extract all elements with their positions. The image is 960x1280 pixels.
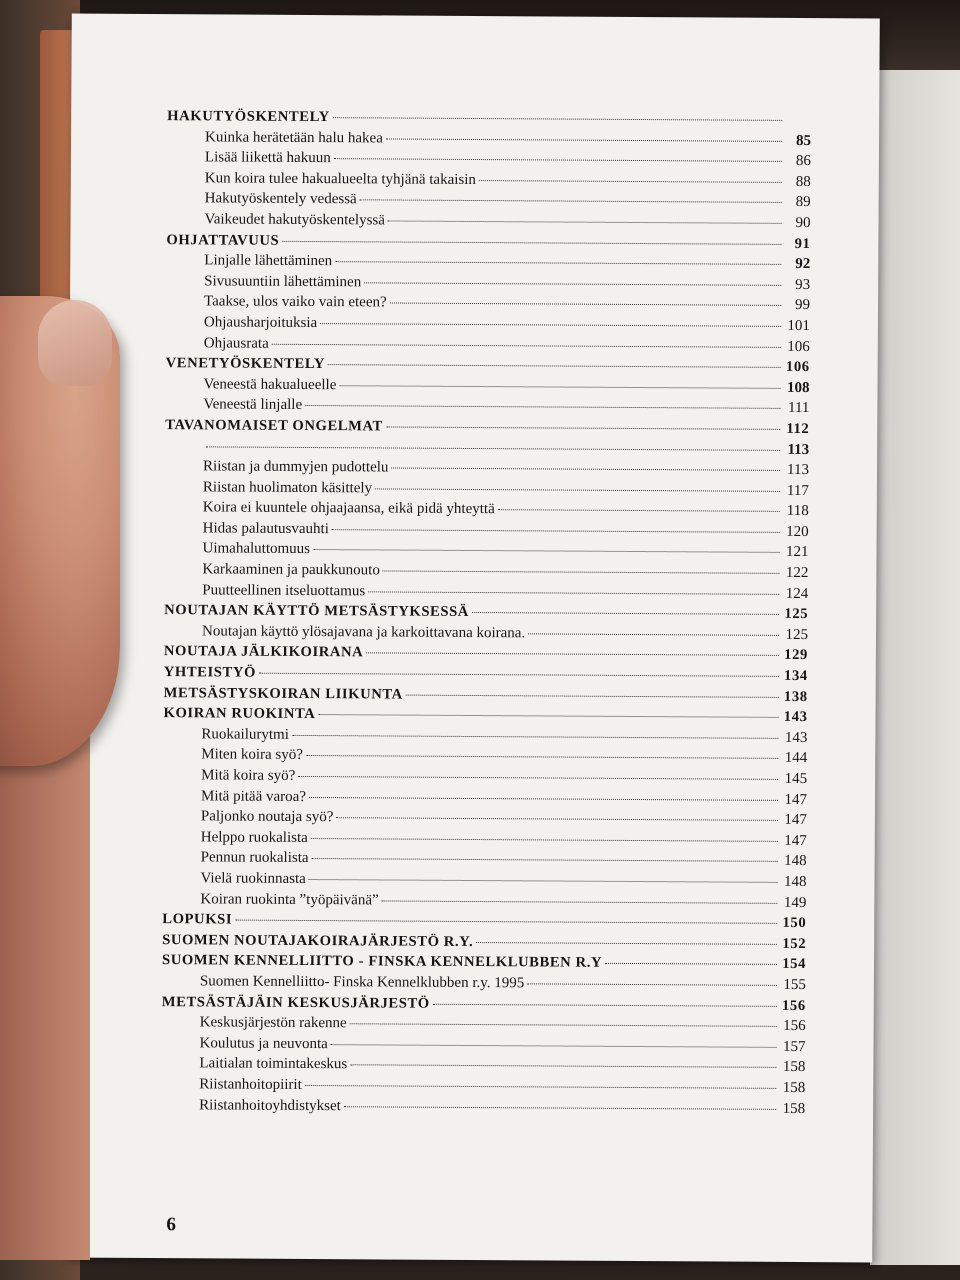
toc-dot-leader [334,157,782,162]
toc-dot-leader [272,342,781,347]
toc-entry-title: Mitä pitää varoa? [200,787,307,805]
toc-entry-title: Paljonko noutaja syö? [200,808,334,826]
toc-dot-leader [298,775,778,780]
toc-page-number: 86 [795,153,811,170]
toc-entry-title: YHTEISTYÖ [163,664,257,681]
toc-page-number: 85 [795,132,812,149]
toc-dot-leader [206,445,780,451]
toc-entry-title: OHJATTAVUUS [166,231,280,249]
toc-dot-leader [309,796,778,801]
toc-dot-leader [390,302,781,306]
toc-page-number: 90 [795,214,811,232]
toc-dot-leader [350,1064,776,1069]
toc-dot-leader [312,857,778,862]
toc-page-number: 129 [784,647,808,664]
toc-page-number: 113 [787,441,810,458]
toc-entry-title: VENETYÖSKENTELY [165,355,326,373]
toc-dot-leader [331,1043,777,1048]
toc-entry-title: NOUTAJAN KÄYTTÖ METSÄSTYKSESSÄ [164,602,470,621]
toc-entry-title: Koulutus ja neuvonta [199,1035,328,1052]
toc-entry-title: Helppo ruokalista [200,829,308,846]
toc-dot-leader [344,1105,776,1110]
toc-dot-leader [350,1022,777,1027]
toc-page-number: 158 [782,1100,806,1117]
toc-entry-title: Noutajan käyttö ylösajavana ja karkoittavana koirana. [201,623,526,642]
toc-dot-leader [332,528,780,533]
toc-dot-leader [498,508,780,512]
toc-dot-leader [318,713,778,718]
toc-page-number: 91 [794,235,811,252]
toc-page-number: 156 [783,1018,806,1035]
toc-entry-title: KOIRAN RUOKINTA [163,705,316,723]
toc-page-number: 125 [784,606,809,623]
toc-dot-leader [528,632,779,636]
toc-section-row [162,889,806,914]
toc-entry-title: Koira ei kuuntele ohjaajaansa, eikä pidä yhteyttä [202,499,495,518]
toc-entry-title: Veneestä linjalle [203,396,303,414]
toc-dot-leader [364,281,781,286]
toc-dot-leader [388,219,782,223]
toc-dot-leader [328,363,781,368]
toc-entry-title: METSÄSTYSKOIRAN LIIKUNTA [163,684,403,703]
toc-page-number: 111 [787,400,810,417]
toc-page-number: 121 [785,544,809,561]
toc-page-number: 149 [783,894,807,911]
toc-entry-title: Riistan huolimaton käsittely [202,479,373,497]
toc-entry-title: Riistan ja dummyjen pudottelu [202,458,389,476]
toc-page-number: 156 [782,997,806,1014]
toc-dot-leader [313,548,780,553]
toc-page-number: 106 [785,359,810,376]
toc-entry-title: Kuinka herätetään halu hakea [205,128,383,147]
toc-entry-title: Ohjausrata [203,334,269,352]
toc-dot-leader [479,179,782,183]
toc-entry-title: Veneestä hakualueelle [203,376,337,393]
toc-entry-title: Lisää liikettä hakuun [204,149,331,167]
toc-page-number: 138 [783,688,808,705]
toc-dot-leader [333,116,782,121]
toc-page-number: 134 [784,667,808,685]
toc-dot-leader [339,384,780,389]
toc-page-number: 122 [785,564,809,582]
toc-dot-leader [386,425,780,429]
toc-entry-title: SUOMEN NOUTAJAKOIRAJÄRJESTÖ R.Y. [162,931,474,950]
toc-dot-leader [368,590,779,595]
toc-entry-title: TAVANOMAISET ONGELMAT [165,417,383,435]
toc-page-number: 108 [786,379,810,396]
facing-page-edge [870,70,960,1265]
toc-entry-title: HAKUTYÖSKENTELY [167,108,330,126]
toc-page-number: 147 [784,832,807,849]
toc-entry-title: LOPUKSI [162,911,233,928]
toc-entry-title: Suomen Kennelliitto- Finska Kennelklubben r.y. 1995 [199,973,525,992]
toc-dot-leader [311,837,778,842]
toc-entry-title: Laitialan toimintakeskus [199,1055,348,1073]
toc-dot-leader [305,404,780,409]
toc-dot-leader [259,672,779,677]
toc-entry-title: Mitä koira syö? [201,767,296,784]
toc-section-row [161,1095,805,1120]
toc-page-number: 101 [787,317,810,334]
toc-page-number: 118 [786,503,809,520]
toc-entry-title: Uimahaluttomuus [202,540,311,558]
toc-page-number: 147 [784,812,807,829]
toc-entry-title: Karkaaminen ja paukkunouto [202,561,380,579]
toc-dot-leader [335,260,781,265]
toc-page-number: 150 [782,915,807,932]
book-page [64,14,880,1263]
toc-page-number: 152 [782,935,807,952]
toc-dot-leader [406,693,779,697]
toc-page-number: 124 [785,585,809,602]
toc-chapter-row [164,642,808,667]
toc-entry-title: Vaikeudet hakutyöskentelyssä [204,211,385,229]
toc-entry-title: Vielä ruokinnasta [200,870,306,887]
toc-page-number: 112 [786,420,810,437]
toc-page-number: 147 [784,791,808,808]
toc-entry-title: METSÄSTÄJÄIN KESKUSJÄRJESTÖ [161,993,430,1012]
toc-page-number: 144 [784,750,808,767]
toc-dot-leader [472,611,779,615]
thumbnail [38,300,112,386]
toc-page-number: 157 [782,1038,806,1055]
toc-dot-leader [282,239,781,244]
toc-page-number: 120 [786,523,809,540]
toc-entry-title: SUOMEN KENNELLIITTO - FINSKA KENNELKLUBBEN R.Y [161,952,603,972]
toc-dot-leader [235,919,777,924]
toc-dot-leader [360,199,782,204]
toc-dot-leader [383,570,780,574]
toc-dot-leader [292,734,779,739]
toc-dot-leader [476,941,777,945]
toc-entry-title: Taakse, ulos vaiko vain eteen? [204,293,387,311]
toc-page-number: 99 [794,297,811,314]
toc-page-number: 92 [795,256,811,273]
toc-page-number: 158 [782,1059,806,1076]
toc-dot-leader [375,487,780,491]
toc-dot-leader [366,652,779,657]
toc-page-number: 148 [784,853,807,870]
toc-page-number: 113 [787,462,810,479]
toc-page-number: 148 [783,873,807,891]
toc-dot-leader [320,322,781,327]
toc-page-number: 93 [795,276,811,293]
toc-page-number: 154 [782,956,807,973]
toc-page-number: 117 [786,482,809,499]
table-of-contents [161,106,811,1119]
toc-dot-leader [305,1084,776,1089]
toc-dot-leader [336,816,778,821]
toc-entry-title: Miten koira syö? [201,746,303,764]
toc-page-number: 158 [782,1079,806,1096]
toc-entry-title: Sivusuuntiin lähettäminen [204,273,362,291]
toc-entry-title: Pennun ruokalista [200,849,309,867]
toc-dot-leader [382,899,778,903]
toc-page-number: 143 [784,729,808,746]
toc-entry-title: Hakutyöskentely vedessä [204,190,357,208]
toc-page-number: 88 [795,173,811,190]
toc-dot-leader [391,467,780,471]
toc-entry-title: Koiran ruokinta ”työpäivänä” [200,890,379,908]
toc-dot-leader [605,962,777,965]
toc-entry-title: Ohjausharjoituksia [203,314,318,331]
toc-page-number: 125 [785,626,809,643]
toc-page-number: 106 [787,338,810,355]
toc-dot-leader [527,982,777,986]
page-number: 6 [166,1214,176,1236]
toc-entry-title: Linjalle lähettäminen [204,252,333,270]
toc-entry-title: Ruokailurytmi [201,726,289,743]
toc-page-number: 143 [783,709,808,726]
toc-dot-leader [309,878,778,883]
toc-entry-title: Riistanhoitopiirit [199,1076,302,1093]
toc-entry-title: Kun koira tulee hakualueelta tyhjänä takaisin [204,170,477,188]
toc-entry-title: NOUTAJA JÄLKIKOIRANA [163,643,364,661]
toc-page-number: 145 [784,770,808,788]
toc-entry-title: Hidas palautusvauhti [202,520,329,537]
toc-entry-title: Keskusjärjestön rakenne [199,1014,347,1032]
toc-chapter-row [165,415,809,440]
toc-page-number: 155 [783,976,806,993]
toc-entry-title: Riistanhoitoyhdistykset [199,1096,341,1114]
toc-dot-leader [306,754,778,759]
toc-dot-leader [433,1002,777,1006]
toc-dot-leader [386,137,782,141]
toc-entry-title: Puutteellinen itseluottamus [202,582,366,600]
toc-page-number: 89 [795,194,811,211]
